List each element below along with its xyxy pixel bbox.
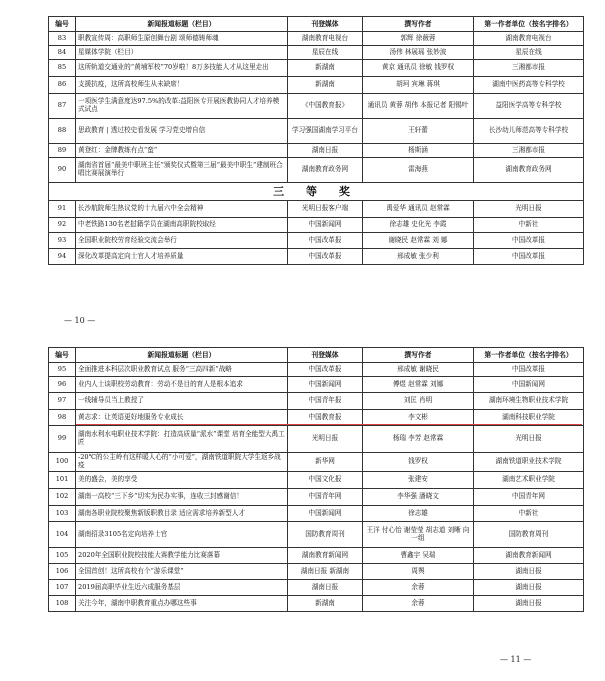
row-unit: 湖南日报: [474, 596, 584, 612]
row-unit: 湖南中医药高等专科学校: [474, 77, 584, 94]
row-num: 97: [49, 393, 76, 410]
row-author: 傅煜 赵常霖 刘娜: [363, 377, 474, 393]
row-author: 李文彬: [363, 410, 474, 426]
row-unit: 中国青年网: [474, 489, 584, 506]
table-row: [49, 426, 584, 453]
table-row: [49, 60, 584, 77]
row-author: 杨瑞 李芳 赵常霖: [363, 426, 474, 453]
table-row: [49, 506, 584, 522]
row-author: 徐志雄: [363, 506, 474, 522]
row-title: 中老铁路130名老挝籍学员在湖南高职院校取经: [76, 218, 288, 233]
table-row: [49, 564, 584, 580]
header-num: 编号: [49, 348, 76, 363]
header-author: 撰写作者: [363, 17, 474, 32]
header-unit: 第一作者单位（按名字排名）: [474, 17, 584, 32]
row-author: 胡珂 宾琳 蒋琪: [363, 77, 474, 94]
row-num: 87: [49, 94, 76, 119]
row-unit: 湖南环境生物职业技术学院: [474, 393, 584, 410]
section-row: [49, 183, 584, 201]
row-title: 美的盛会，美的享受: [76, 472, 288, 489]
row-author: 郭辉 徐薇蓉: [363, 32, 474, 46]
row-media: 《中国教育报》: [288, 94, 363, 119]
table-row: [49, 144, 584, 158]
row-media: 湖南教育新闻网: [288, 548, 363, 564]
row-title: 2019届高职毕业生近六成服务基层: [76, 580, 288, 596]
table-row: [49, 453, 584, 472]
row-author: 禹爱华 通讯员 赵常霖: [363, 201, 474, 218]
row-unit: 国防教育周刊: [474, 522, 584, 548]
row-author: 余蓉: [363, 580, 474, 596]
row-unit: 星辰在线: [474, 46, 584, 60]
row-unit: 湖南教育政务网: [474, 158, 584, 183]
row-title: 湖南省首届“最美中职班主任”颁奖仪式暨第三届“最美中职生”建制班合唱比赛展演举行: [76, 158, 288, 183]
table-row: [49, 548, 584, 564]
row-author: 徐志雄 史化光 李霞: [363, 218, 474, 233]
row-title: 湖南水利水电职业技术学院：打造高质量“派水”课堂 培育全能型大禹工匠: [76, 426, 288, 453]
row-num: 104: [49, 522, 76, 548]
page-number-10: — 10 —: [64, 316, 96, 325]
table-row: [49, 363, 584, 377]
row-unit: 湖南科技职业学院: [474, 410, 584, 426]
row-num: 90: [49, 158, 76, 183]
row-author: 曹鑫宇 吴瑞: [363, 548, 474, 564]
row-unit: 中国新闻网: [474, 377, 584, 393]
row-num: 100: [49, 453, 76, 472]
row-unit: 长沙幼儿师范高等专科学校: [474, 119, 584, 144]
row-num: 108: [49, 596, 76, 612]
row-title: 业内人士谈职校劳动教育：劳动不是目的育人是根本追求: [76, 377, 288, 393]
row-unit: 中国改革报: [474, 363, 584, 377]
row-author: 钱罗权: [363, 453, 474, 472]
row-media: 新湖南: [288, 60, 363, 77]
row-unit: 中国改革报: [474, 233, 584, 249]
row-unit: 湖南日报: [474, 564, 584, 580]
row-title: 一线辅导员当上教授了: [76, 393, 288, 410]
row-title: 职教宣传周：高职师生原创舞台剧 颂师德铸师魂: [76, 32, 288, 46]
row-num: 91: [49, 201, 76, 218]
row-author: 邢成敏 谢晓民: [363, 363, 474, 377]
row-media: 湖南日报: [288, 144, 363, 158]
table-row: [49, 249, 584, 265]
row-media: 中国文化报: [288, 472, 363, 489]
row-num: 93: [49, 233, 76, 249]
row-media: 中国青年网: [288, 489, 363, 506]
row-media: 星辰在线: [288, 46, 363, 60]
row-unit: 湖南教育电视台: [474, 32, 584, 46]
table-row: [49, 77, 584, 94]
row-media: 湖南日报: [288, 580, 363, 596]
row-author: 杨斯涵: [363, 144, 474, 158]
table-row: [49, 393, 584, 410]
row-title: 黄登红：金牌教练有点“蛮”: [76, 144, 288, 158]
row-author: 李华强 潘晓文: [363, 489, 474, 506]
row-num: 88: [49, 119, 76, 144]
header-media: 刊登媒体: [288, 17, 363, 32]
row-title: 全面推进本科层次职业教育试点 服务“三高四新”战略: [76, 363, 288, 377]
award-table-page-10: [48, 16, 584, 265]
row-media: 国防教育周刊: [288, 522, 363, 548]
row-unit: 湖南艺术职业学院: [474, 472, 584, 489]
row-media: 中国新闻网: [288, 377, 363, 393]
header-title: 新闻报道标题（栏目）: [76, 348, 288, 363]
row-title: 湖南各职业院校聚焦新版职教目录 适应需求培养新型人才: [76, 506, 288, 522]
header-media: 刊登媒体: [288, 348, 363, 363]
row-num: 95: [49, 363, 76, 377]
row-title: 黄志求：让英语更好地服务专业成长: [76, 410, 288, 426]
highlight-underline: [76, 424, 582, 425]
row-media: 湖南教育电视台: [288, 32, 363, 46]
table-row: [49, 377, 584, 393]
row-media: 中国改革报: [288, 249, 363, 265]
page-number-11: — 11 —: [500, 655, 532, 664]
row-media: 学习强国湖南学习平台: [288, 119, 363, 144]
row-num: 106: [49, 564, 76, 580]
row-author: 雷海燕: [363, 158, 474, 183]
row-media: 光明日报: [288, 426, 363, 453]
row-unit: 湖南日报: [474, 580, 584, 596]
row-author: 邢成敏 张少利: [363, 249, 474, 265]
row-num: 96: [49, 377, 76, 393]
row-title: 这所轨道交通业的“黄埔军校”70岁啦！8万多技能人才从这里走出: [76, 60, 288, 77]
row-media: 中国改革报: [288, 363, 363, 377]
row-author: 黄京 通讯员 徐敏 钱罗权: [363, 60, 474, 77]
row-author: 刘匡 肖明: [363, 393, 474, 410]
row-num: 101: [49, 472, 76, 489]
table-row: [49, 119, 584, 144]
row-title: 深化改革提高定向士官人才培养质量: [76, 249, 288, 265]
table-row: [49, 201, 584, 218]
row-title: 2020年全国职业院校技能大赛教学能力比赛落幕: [76, 548, 288, 564]
row-author: 余蓉: [363, 596, 474, 612]
row-author: 周舆: [363, 564, 474, 580]
row-num: 98: [49, 410, 76, 426]
award-table-page-11: [48, 347, 584, 612]
row-unit: 中新社: [474, 218, 584, 233]
row-num: 84: [49, 46, 76, 60]
row-title: 湖南一高校“三下乡”切实为民办实事，连收三封感谢信！: [76, 489, 288, 506]
row-num: 107: [49, 580, 76, 596]
row-media: 中国改革报: [288, 233, 363, 249]
table-row: [49, 158, 584, 183]
row-num: 89: [49, 144, 76, 158]
row-title: 湖南招录3105名定向培养士官: [76, 522, 288, 548]
row-media: 新湖南: [288, 596, 363, 612]
table-header-row: [49, 17, 584, 32]
header-title: 新闻报道标题（栏目）: [76, 17, 288, 32]
row-num: 102: [49, 489, 76, 506]
row-author: 汤伟 林展瑶 张妙波: [363, 46, 474, 60]
row-unit: 三湘都市报: [474, 60, 584, 77]
row-media: 中国新闻网: [288, 218, 363, 233]
table-row: [49, 233, 584, 249]
row-unit: 湖南教育新闻网: [474, 548, 584, 564]
header-author: 撰写作者: [363, 348, 474, 363]
row-media: 新湖南: [288, 77, 363, 94]
row-title: 支援抗疫，这所高校师生从未缺席！: [76, 77, 288, 94]
row-unit: 益阳医学高等专科学校: [474, 94, 584, 119]
row-unit: 中国改革报: [474, 249, 584, 265]
row-num: 92: [49, 218, 76, 233]
table-row: [49, 489, 584, 506]
row-num: 86: [49, 77, 76, 94]
row-author: 王轩蕾: [363, 119, 474, 144]
row-num: 103: [49, 506, 76, 522]
row-media: 中国教育报: [288, 410, 363, 426]
row-unit: 湖南铁道职业技术学院: [474, 453, 584, 472]
row-author: 通讯员 黄蓉 胡伟 本报记者 阳锡叶: [363, 94, 474, 119]
table-header-row: [49, 348, 584, 363]
row-title: 关注今年，湖南中职教育重点办哪这些事: [76, 596, 288, 612]
row-num: 85: [49, 60, 76, 77]
row-num: 99: [49, 426, 76, 453]
table-row: [49, 218, 584, 233]
row-author: 王洋 付心怡 谢莹莹 胡志道 刘晰 向一组: [363, 522, 474, 548]
row-unit: 光明日报: [474, 201, 584, 218]
row-unit: 中新社: [474, 506, 584, 522]
row-media: 光明日报客户端: [288, 201, 363, 218]
row-title: 全国首创！这所高校有个“游乐课堂”: [76, 564, 288, 580]
table-row: [49, 596, 584, 612]
row-num: 83: [49, 32, 76, 46]
table-row: [49, 32, 584, 46]
row-unit: 三湘都市报: [474, 144, 584, 158]
row-media: 中国新闻网: [288, 506, 363, 522]
row-title: 一项医学生满意度达97.5%的改革:益阳医专开展医教协同人才培养模式试点: [76, 94, 288, 119]
section-title-third-prize: 三 等 奖: [49, 183, 584, 201]
row-title: 思政教育 | 透过校史看发展 学习党史增自信: [76, 119, 288, 144]
row-title: -20℃的公主岭有这样暖人心的“小可爱”，湖南铁道职院大学生返乡战疫: [76, 453, 288, 472]
row-title: 长沙航院师生热议党的十九届六中全会精神: [76, 201, 288, 218]
row-title: 全国职业院校劳育经验交流会举行: [76, 233, 288, 249]
row-media: 新华网: [288, 453, 363, 472]
header-num: 编号: [49, 17, 76, 32]
table-row: [49, 94, 584, 119]
row-unit: 光明日报: [474, 426, 584, 453]
row-author: 谢晓民 赵常霖 刘 娜: [363, 233, 474, 249]
table-row: [49, 46, 584, 60]
row-media: 中国青年报: [288, 393, 363, 410]
row-author: 张建安: [363, 472, 474, 489]
row-media: 湖南日报 新湖南: [288, 564, 363, 580]
row-num: 105: [49, 548, 76, 564]
row-media: 湖南教育政务网: [288, 158, 363, 183]
row-title: 星媒体学院（栏目）: [76, 46, 288, 60]
table-row: [49, 472, 584, 489]
row-num: 94: [49, 249, 76, 265]
table-row: [49, 522, 584, 548]
table-row: [49, 580, 584, 596]
header-unit: 第一作者单位（按名字排名）: [474, 348, 584, 363]
